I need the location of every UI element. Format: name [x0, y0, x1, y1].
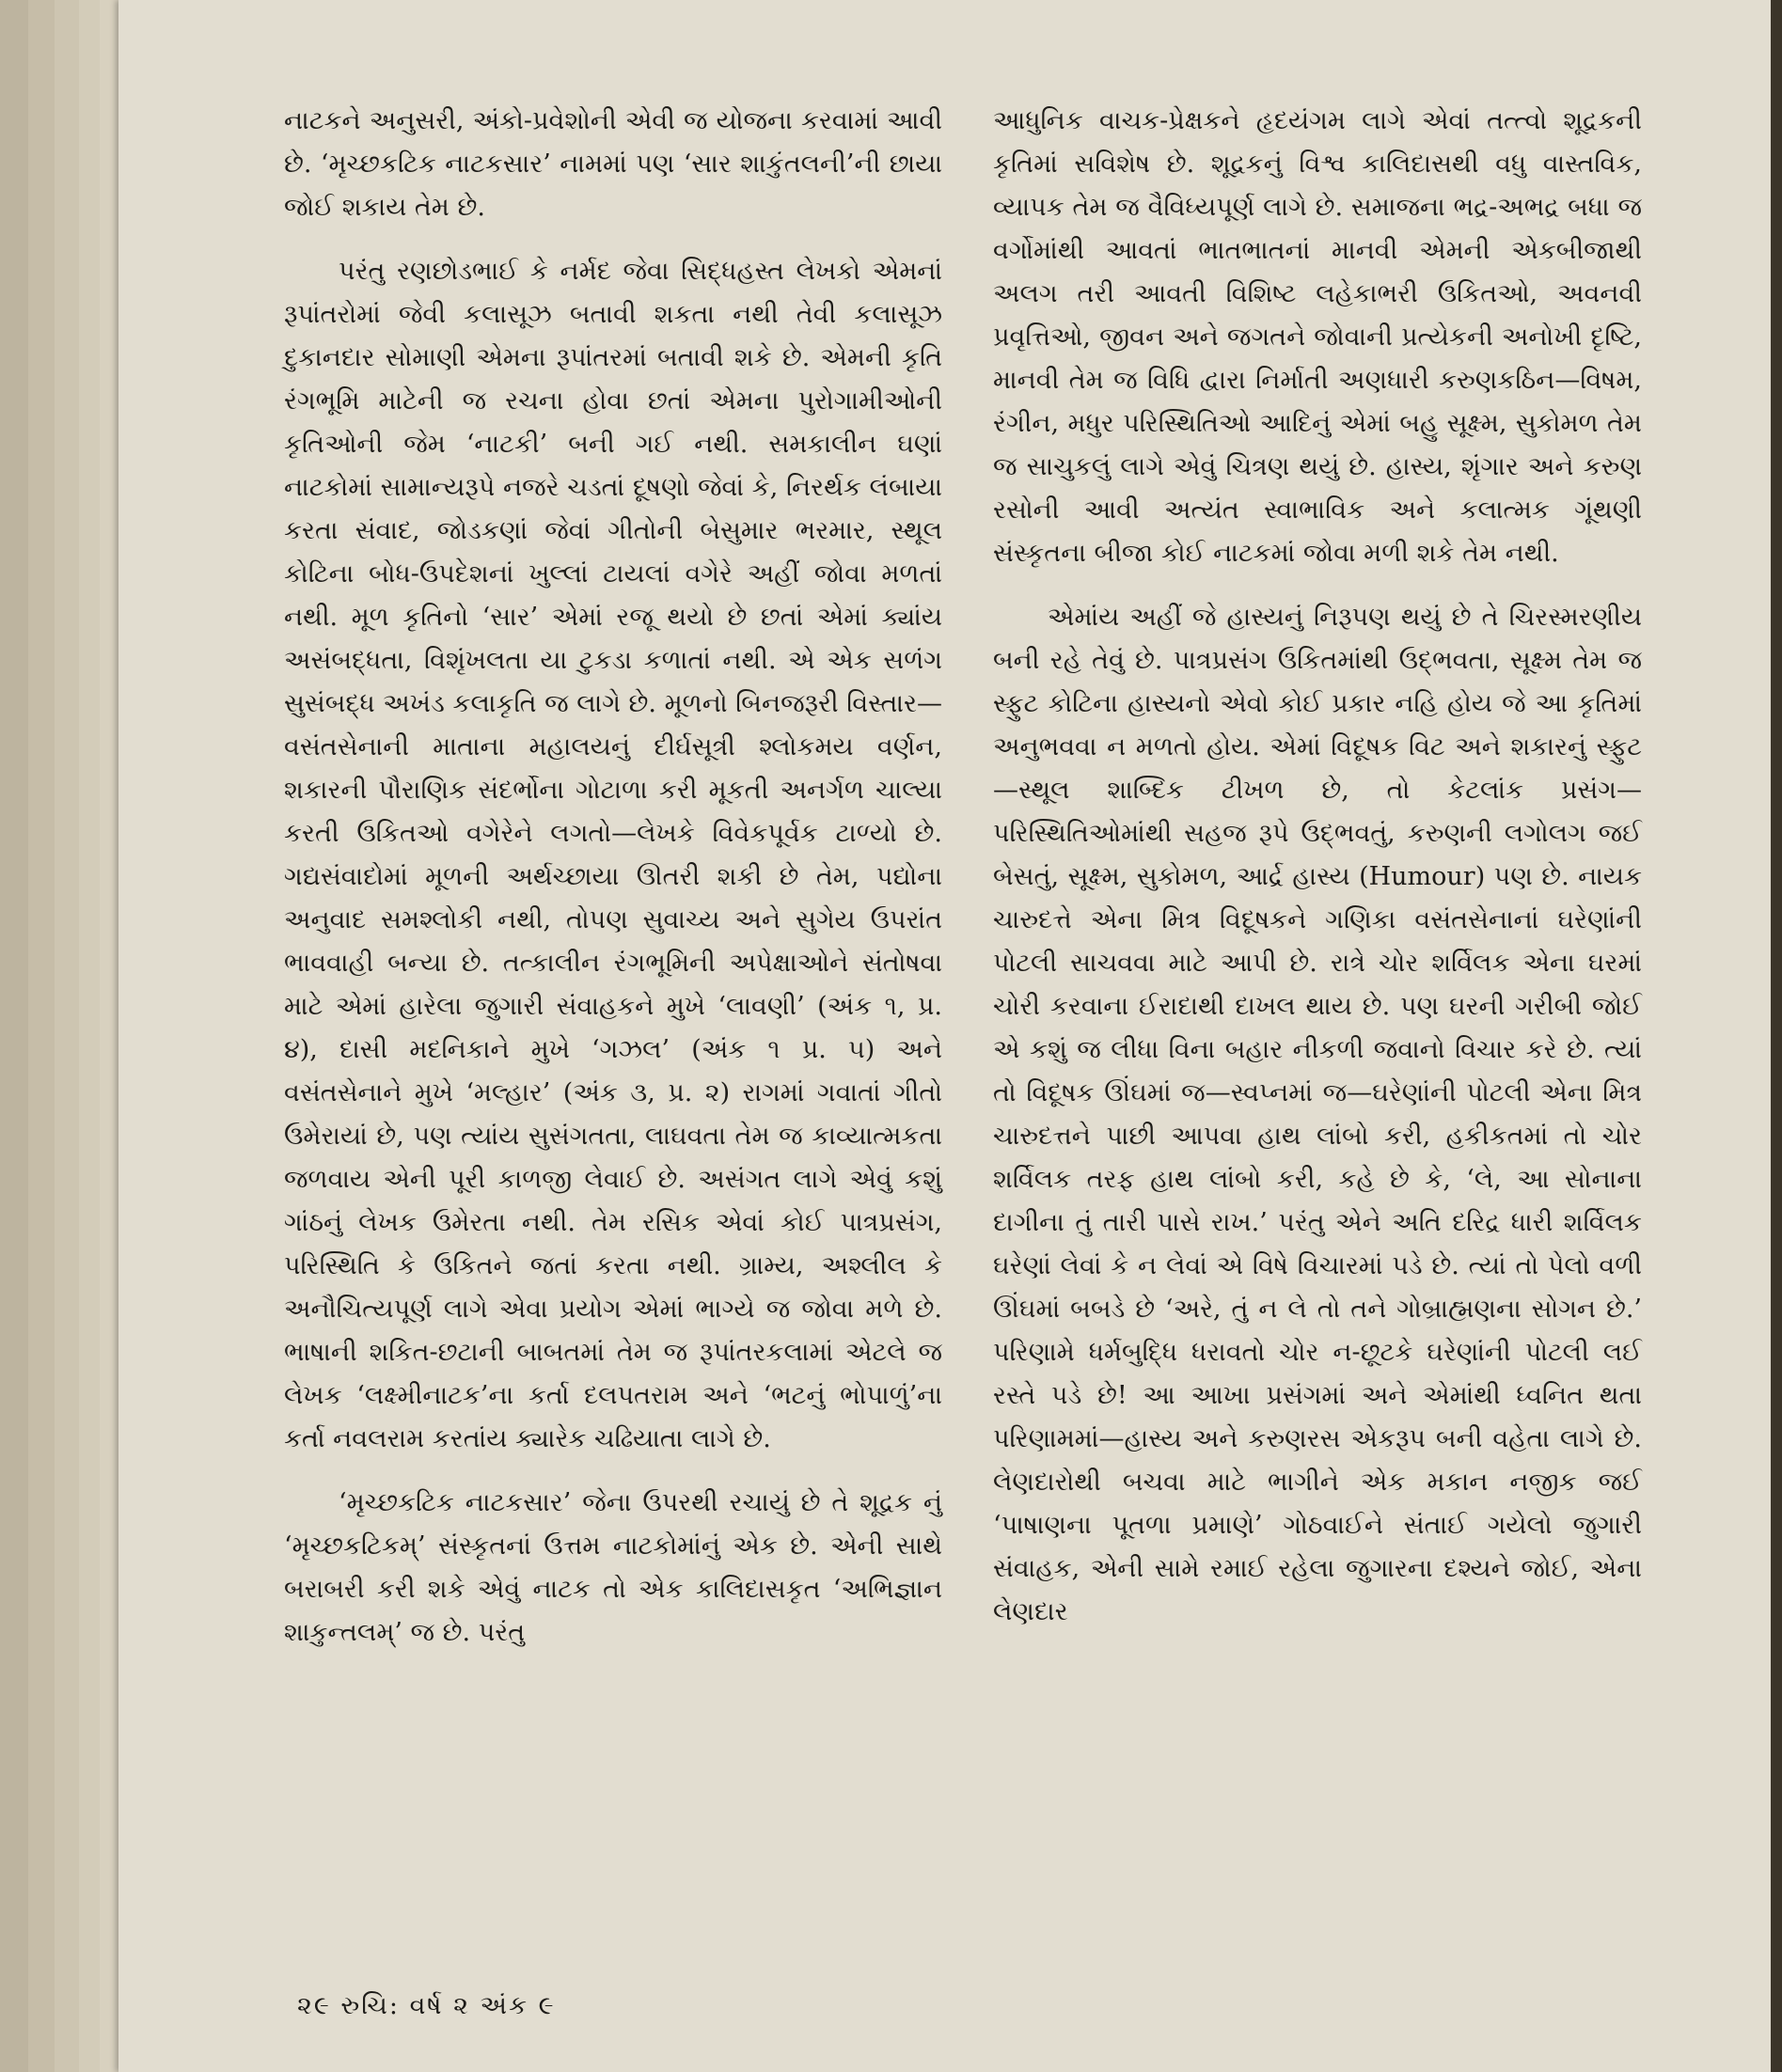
paragraph: એમાંય અહીં જે હાસ્યનું નિરૂપણ થયું છે તે ચિરસ્મરણીય બની રહે તેવું છે. પાત્રપ્રસંગ ઉકિતમાંથી ઉદ્ભવતા, સૂક્ષ્મ તેમ જ સ્ફુટ કોટિના હાસ્યનો એવો કોઈ પ્રકાર નહિ હોય જે આ કૃતિમાં અનુભવવા ન મળતો હોય. એમાં વિદૂષક વિટ અને શકારનું સ્ફુટ—સ્થૂલ શાબ્દિક ટીખળ છે, તો કેટલાંક પ્રસંગ—પરિસ્થિતિઓમાંથી સહજ રૂપે ઉદ્ભવતું, કરુણની લગોલગ જઈ બેસતું, સૂક્ષ્મ, સુકોમળ, આર્દ્ર હાસ્ય (Humour) પણ છે. નાયક ચારુદત્તે એના મિત્ર વિદૂષકને ગણિકા વસંતસેનાનાં ઘરેણાંની પોટલી સાચવવા માટે આપી છે. રાત્રે ચોર શર્વિલક એના ઘરમાં ચોરી કરવાના ઈરાદાથી દાખલ થાય છે. પણ ઘરની ગરીબી જોઈ એ કશું જ લીધા વિના બહાર નીકળી જવાનો વિચાર કરે છે. ત્યાં તો વિદૂષક ઊંઘમાં જ—સ્વપ્નમાં જ—ઘરેણાંની પોટલી એના મિત્ર ચારુદત્તને પાછી આપવા હાથ લાંબો કરી, હકીકતમાં તો ચોર શર્વિલક તરફ હાથ લાંબો કરી, કહે છે કે, ‘લે, આ સોનાના દાગીના તું તારી પાસે રાખ.’ પરંતુ એને અતિ દરિદ્ર ધારી શર્વિલક ઘરેણાં લેવાં કે ન લેવાં એ વિષે વિચારમાં પડે છે. ત્યાં તો પેલો વળી ઊંઘમાં બબડે છે ‘અરે, તું ન લે તો તને ગોબ્રાહ્મણના સોગન છે.’ પરિણામે ધર્મબુદ્ધિ ધરાવતો ચોર ન-છૂટકે ઘરેણાંની પોટલી લઈ રસ્તે પડે છે! આ આખા પ્રસંગમાં અને એમાંથી ધ્વનિત થતા પરિણામમાં—હાસ્ય અને કરુણરસ એકરૂપ બની વહેતા લાગે છે. લેણદારોથી બચવા માટે ભાગીને એક મકાન નજીક જઈ ‘પાષાણના પૂતળા પ્રમાણે’ ગોઠવાઈને સંતાઈ ગયેલો જુગારી સંવાહક, એની સામે રમાઈ રહેલા જુગારના દશ્યને જોઈ, એના લેણદાર — [993, 603, 1642, 1626]
paragraph: આધુનિક વાચક-પ્રેક્ષકને હૃદયંગમ લાગે એવાં તત્ત્વો શૂદ્રકની કૃતિમાં સવિશેષ છે. શૂદ્રકનું વિશ્વ કાલિદાસથી વધુ વાસ્તવિક, વ્યાપક તેમ જ વૈવિધ્યપૂર્ણ લાગે છે. સમાજના ભદ્ર-અભદ્ર બધા જ વર્ગોમાંથી આવતાં ભાતભાતનાં માનવી એમની એકબીજાથી અલગ તરી આવતી વિશિષ્ટ લહેકાભરી ઉકિતઓ, અવનવી પ્રવૃત્તિઓ, જીવન અને જગતને જોવાની પ્રત્યેકની અનોખી દૃષ્ટિ, માનવી તેમ જ વિધિ દ્વારા નિર્માતી અણધારી કરુણકઠિન—વિષમ, રંગીન, મધુર પરિસ્થિતિઓ આદિનું એમાં બહુ સૂક્ષ્મ, સુકોમળ તેમ જ સાચુકલું લાગે એવું ચિત્રણ થયું છે. હાસ્ય, શૃંગાર અને કરુણ રસોની આવી અત્યંત સ્વાભાવિક અને કલાત્મક ગૂંથણી સંસ્કૃતના બીજા કોઈ નાટકમાં જોવા મળી શકે તેમ નથી. — [993, 106, 1642, 568]
left-column — [284, 100, 942, 1655]
page-edge — [100, 0, 120, 2072]
page-edge — [55, 0, 81, 2072]
paragraph: પરંતુ રણછોડભાઈ કે નર્મદ જેવા સિદ્ધહસ્ત લેખકો એમનાં રૂપાંતરોમાં જેવી કલાસૂઝ બતાવી શકતા નથી તેવી કલાસૂઝ દુકાનદાર સોમાણી એમના રૂપાંતરમાં બતાવી શકે છે. એમની કૃતિ રંગભૂમિ માટેની જ રચના હોવા છતાં એમના પુરોગામીઓની કૃતિઓની જેમ ‘નાટકી’ બની ગઈ નથી. સમકાલીન ઘણાં નાટકોમાં સામાન્યરૂપે નજરે ચડતાં દૂષણો જેવાં કે, નિરર્થક લંબાયા કરતા સંવાદ, જોડકણાં જેવાં ગીતોની બેસુમાર ભરમાર, સ્થૂલ કોટિના બોધ-ઉપદેશનાં ખુલ્લાં ટાયલાં વગેરે અહીં જોવા મળતાં નથી. મૂળ કૃતિનો ‘સાર’ એમાં રજૂ થયો છે છતાં એમાં ક્યાંય અસંબદ્ધતા, વિશૃંખલતા યા ટુકડા કળાતાં નથી. એ એક સળંગ સુસંબદ્ધ અખંડ કલાકૃતિ જ લાગે છે. મૂળનો બિનજરૂરી વિસ્તાર—વસંતસેનાની માતાના મહાલયનું દીર્ઘસૂત્રી શ્લોકમય વર્ણન, શકારની પૌરાણિક સંદર્ભોના ગોટાળા કરી મૂકતી અનર્ગળ ચાલ્યા કરતી ઉકિતઓ વગેરેને લગતો—લેખકે વિવેકપૂર્વક ટાળ્યો છે. ગદ્યસંવાદોમાં મૂળની અર્થચ્છાયા ઊતરી શકી છે તેમ, પદ્યોના અનુવાદ સમશ્લોકી નથી, તોપણ સુવાચ્ય અને સુગેય ઉપરાંત ભાવવાહી બન્યા છે. તત્કાલીન રંગભૂમિની અપેક્ષાઓને સંતોષવા માટે એમાં હારેલા જુગારી સંવાહકને મુખે ‘લાવણી’ (અંક ૧, પ્ર. ૪), દાસી મદનિકાને મુખે ‘ગઝલ’ (અંક ૧ પ્ર. ૫) અને વસંતસેનાને મુખે ‘મલ્હાર’ (અંક ૩, પ્ર. ૨) રાગમાં ગવાતાં ગીતો ઉમેરાયાં છે, પણ ત્યાંય સુસંગતતા, લાઘવતા તેમ જ કાવ્યાત્મકતા જળવાય એની પૂરી કાળજી લેવાઈ છે. અસંગત લાગે એવું કશું ગાંઠનું લેખક ઉમેરતા નથી. તેમ રસિક એવાં કોઈ પાત્રપ્રસંગ, પરિસ્થિતિ કે ઉકિતને જતાં કરતા નથી. ગ્રામ્ય, અશ્લીલ કે અનૌચિત્યપૂર્ણ લાગે એવા પ્રયોગ એમાં ભાગ્યે જ જોવા મળે છે. ભાષાની શકિત-છટાની બાબતમાં તેમ જ રૂપાંતરકલામાં એટલે જ લેખક ‘લક્ષ્મીનાટક’ના કર્તા દલપતરામ અને ‘ભટનું ભોપાળું’ના કર્તા નવલરામ કરતાંય ક્યારેક ચઢિયાતા લાગે છે. — [284, 257, 942, 1453]
page-edge — [28, 0, 56, 2072]
page-footer-folio: ૨૯ રુચિ: વર્ષ ૨ અંક ૯ — [297, 1991, 556, 2020]
page-edge — [0, 0, 30, 2072]
paragraph: નાટકને અનુસરી, અંકો-પ્રવેશોની એવી જ યોજના કરવામાં આવી છે. ‘મૃચ્છકટિક નાટકસાર’ નામમાં પણ ‘સાર શાકુંતલની’ની છાયા જોઈ શકાય તેમ છે. — [284, 106, 942, 222]
page-right-edge — [1771, 0, 1782, 2072]
right-column — [993, 100, 1642, 1634]
page-edge — [79, 0, 102, 2072]
paragraph: ‘મૃચ્છકટિક નાટકસાર’ જેના ઉપરથી રચાયું છે તે શૂદ્રક નું ‘મૃચ્છકટિકમ્’ સંસ્કૃતનાં ઉત્તમ નાટકોમાંનું એક છે. એની સાથે બરાબરી કરી શકે એવું નાટક તો એક કાલિદાસકૃત ‘અભિજ્ઞાન શાકુન્તલમ્’ જ છે. પરંતુ — [284, 1488, 942, 1647]
